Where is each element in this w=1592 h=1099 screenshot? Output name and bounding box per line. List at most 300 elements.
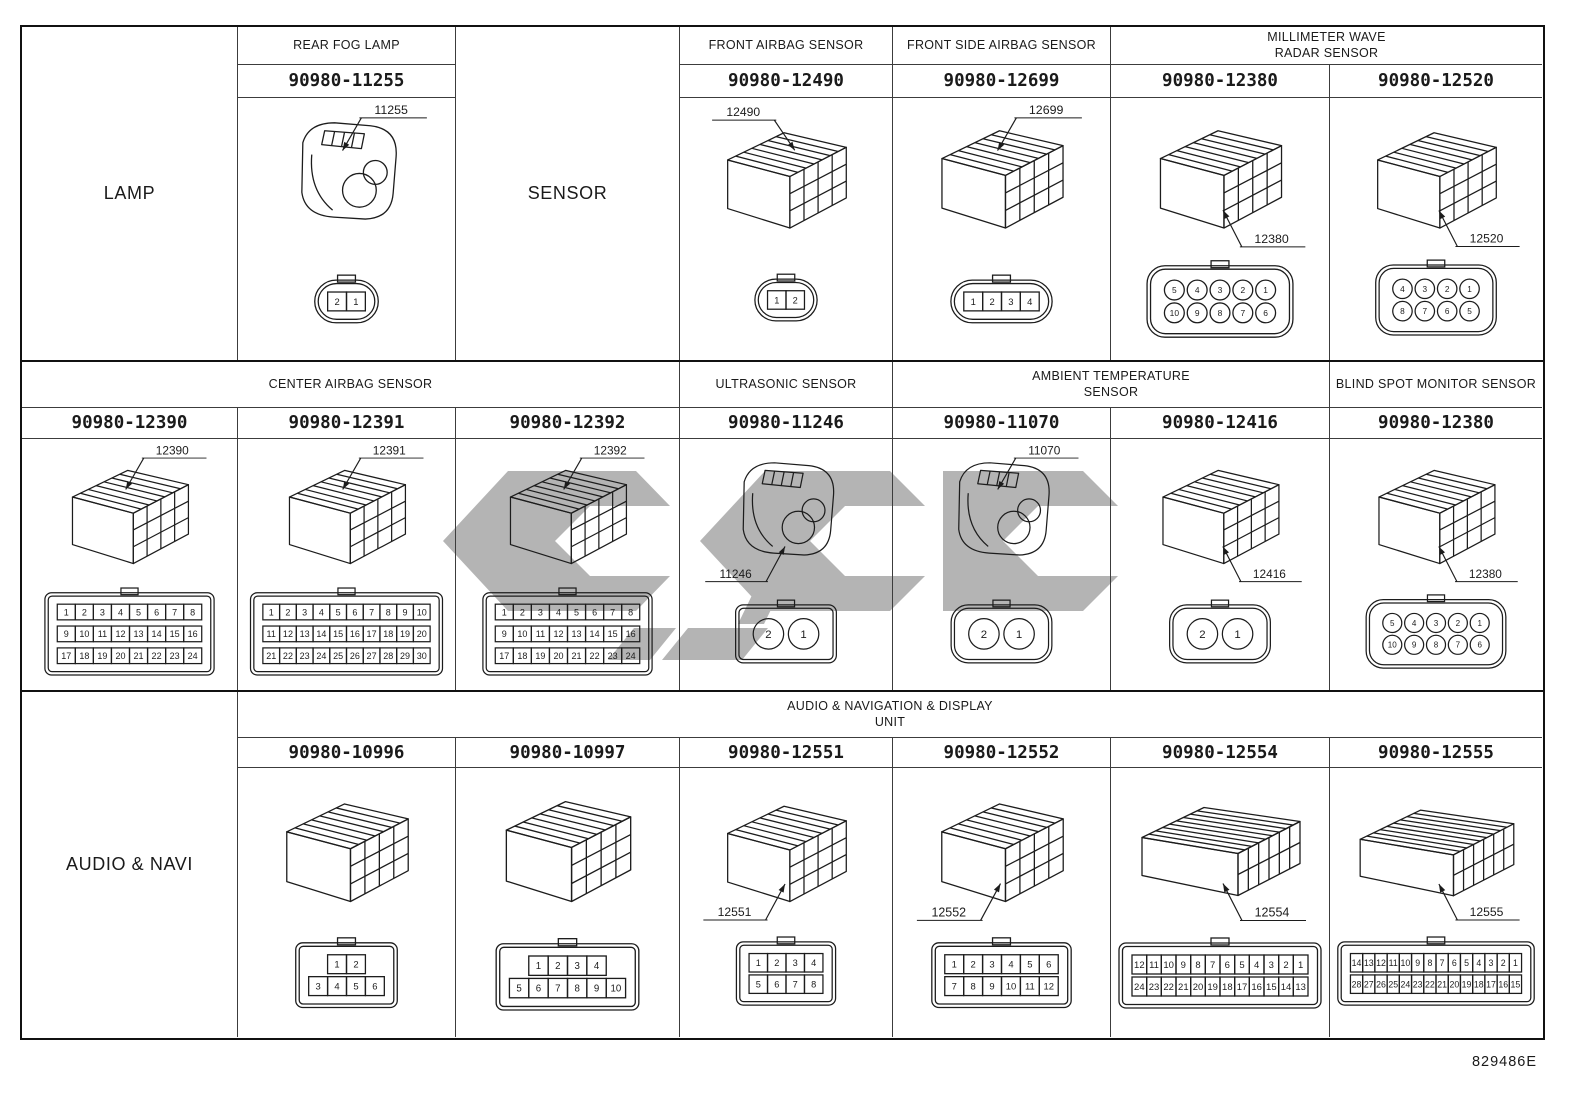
- svg-text:16: 16: [1251, 981, 1262, 993]
- part-90980-12380-mmw: [1110, 64, 1329, 97]
- svg-text:23: 23: [1412, 979, 1423, 990]
- svg-text:27: 27: [1363, 979, 1374, 990]
- svg-text:2: 2: [1500, 957, 1506, 968]
- svg-text:3: 3: [537, 607, 543, 618]
- figure-audio-connector-10996: [237, 767, 455, 1037]
- title-text: BLIND SPOT MONITOR SENSOR: [1335, 376, 1537, 391]
- part-number: 90980-12380: [1378, 413, 1494, 433]
- svg-text:4: 4: [1476, 957, 1482, 968]
- title-front-side-airbag-sensor: [892, 27, 1110, 64]
- svg-text:1: 1: [774, 295, 780, 306]
- svg-text:18: 18: [517, 650, 528, 661]
- svg-text:4: 4: [117, 607, 123, 618]
- part-number: 90980-12490: [728, 71, 844, 91]
- svg-text:5: 5: [136, 607, 142, 618]
- svg-text:1: 1: [951, 959, 957, 971]
- svg-text:29: 29: [400, 650, 411, 661]
- svg-text:1: 1: [1467, 284, 1472, 294]
- svg-text:23: 23: [169, 650, 180, 661]
- svg-text:6: 6: [535, 983, 542, 995]
- category-audio-navi: [22, 692, 237, 1037]
- svg-text:2: 2: [989, 295, 995, 307]
- svg-text:18: 18: [1473, 979, 1484, 990]
- svg-text:7: 7: [1240, 307, 1246, 318]
- part-90980-12699: [892, 64, 1110, 97]
- svg-text:1: 1: [755, 958, 761, 969]
- svg-text:15: 15: [333, 629, 344, 640]
- svg-text:2: 2: [555, 961, 561, 973]
- svg-text:6: 6: [592, 607, 598, 618]
- svg-text:24: 24: [1400, 979, 1411, 990]
- part-number: 90980-12390: [71, 413, 188, 433]
- svg-text:11246: 11246: [719, 566, 752, 581]
- svg-text:3: 3: [302, 607, 308, 618]
- svg-text:6: 6: [1451, 957, 1457, 968]
- svg-text:2: 2: [980, 628, 988, 641]
- title-text: ULTRASONIC SENSOR: [715, 376, 857, 391]
- svg-text:3: 3: [1488, 957, 1494, 968]
- svg-text:8: 8: [1433, 640, 1439, 650]
- svg-text:12390: 12390: [155, 443, 189, 458]
- svg-text:2: 2: [285, 607, 291, 618]
- svg-text:5: 5: [1464, 957, 1470, 968]
- svg-text:6: 6: [1477, 640, 1482, 650]
- svg-text:23: 23: [299, 650, 310, 661]
- svg-text:1: 1: [1477, 618, 1482, 628]
- svg-text:1: 1: [1234, 628, 1241, 641]
- part-90980-12554: [1110, 737, 1329, 767]
- svg-text:12: 12: [1043, 981, 1055, 993]
- svg-text:3: 3: [1422, 284, 1428, 294]
- svg-text:22: 22: [1424, 979, 1435, 990]
- svg-text:10: 10: [517, 629, 528, 640]
- part-90980-11070: [892, 407, 1110, 438]
- svg-text:12416: 12416: [1252, 566, 1286, 581]
- svg-text:19: 19: [400, 629, 411, 640]
- svg-text:18: 18: [79, 650, 90, 661]
- figure-front-airbag-connector: [679, 97, 892, 360]
- title-ultrasonic-sensor: [679, 362, 892, 407]
- svg-text:3: 3: [1217, 285, 1223, 296]
- svg-text:9: 9: [402, 607, 408, 618]
- svg-text:2: 2: [1283, 959, 1289, 971]
- svg-text:8: 8: [970, 981, 976, 993]
- svg-text:22: 22: [1163, 981, 1174, 993]
- part-number: 90980-12392: [509, 413, 626, 433]
- svg-text:13: 13: [299, 629, 310, 640]
- svg-text:7: 7: [1455, 640, 1461, 650]
- svg-text:6: 6: [1224, 959, 1230, 971]
- svg-text:4: 4: [1411, 618, 1417, 628]
- svg-text:11: 11: [97, 629, 108, 640]
- svg-text:1: 1: [800, 628, 807, 641]
- svg-text:11: 11: [1388, 957, 1398, 968]
- svg-text:6: 6: [1263, 307, 1268, 318]
- svg-text:7: 7: [951, 981, 957, 993]
- title-text: FRONT SIDE AIRBAG SENSOR: [907, 37, 1096, 52]
- part-90980-12392: [455, 407, 679, 438]
- svg-text:17: 17: [1486, 979, 1496, 990]
- figure-ultrasonic-connector-11246: [679, 438, 892, 690]
- figure-audio-connector-12555: [1329, 767, 1542, 1037]
- part-number: 90980-11070: [943, 413, 1060, 433]
- svg-text:8: 8: [1195, 959, 1201, 971]
- svg-text:23: 23: [607, 650, 618, 661]
- svg-text:12551: 12551: [717, 905, 752, 920]
- svg-text:5: 5: [755, 979, 761, 990]
- svg-text:4: 4: [334, 981, 340, 993]
- svg-text:3: 3: [574, 961, 580, 973]
- svg-text:9: 9: [593, 983, 600, 995]
- svg-text:16: 16: [1498, 979, 1509, 990]
- svg-text:13: 13: [133, 629, 144, 640]
- svg-text:11: 11: [1149, 959, 1159, 971]
- svg-text:12380: 12380: [1254, 231, 1289, 246]
- svg-text:9: 9: [1194, 307, 1200, 318]
- svg-text:1: 1: [268, 607, 274, 618]
- category-sensor-label: SENSOR: [527, 183, 608, 203]
- svg-text:17: 17: [499, 650, 510, 661]
- svg-text:2: 2: [1199, 628, 1206, 641]
- svg-text:6: 6: [774, 979, 780, 990]
- svg-text:24: 24: [187, 650, 198, 661]
- figure-ambient-temp-connector-11070: [892, 438, 1110, 690]
- svg-text:26: 26: [349, 650, 360, 661]
- part-90980-12490: [679, 64, 892, 97]
- part-90980-12391: [237, 407, 455, 438]
- svg-text:12520: 12520: [1469, 231, 1504, 246]
- figure-mmw-radar-connector-12380: [1110, 97, 1329, 360]
- figure-rear-fog-lamp-connector: [237, 97, 455, 360]
- svg-text:7: 7: [369, 607, 375, 618]
- svg-text:27: 27: [366, 650, 377, 661]
- part-90980-12520: [1329, 64, 1542, 97]
- svg-text:11: 11: [535, 629, 546, 640]
- svg-text:2: 2: [81, 607, 87, 618]
- svg-text:17: 17: [61, 650, 72, 661]
- category-sensor: [455, 27, 679, 360]
- svg-text:16: 16: [349, 629, 360, 640]
- svg-text:9: 9: [989, 981, 995, 993]
- category-lamp: [22, 27, 237, 360]
- svg-text:2: 2: [970, 959, 976, 971]
- title-line2: RADAR SENSOR: [1274, 45, 1379, 60]
- svg-text:8: 8: [190, 607, 196, 618]
- row-group-audio-navi: [22, 690, 1543, 1037]
- part-number: 90980-12552: [943, 742, 1060, 763]
- title-line1: MILLIMETER WAVE: [1267, 29, 1386, 44]
- part-90980-12551: [679, 737, 892, 767]
- svg-text:3: 3: [1268, 959, 1274, 971]
- svg-text:11: 11: [266, 629, 276, 640]
- title-millimeter-wave-radar-sensor: [1110, 27, 1542, 64]
- svg-text:3: 3: [99, 607, 105, 618]
- svg-text:3: 3: [989, 959, 995, 971]
- svg-text:21: 21: [1437, 979, 1448, 990]
- svg-text:1: 1: [1263, 285, 1268, 296]
- svg-text:22: 22: [589, 650, 600, 661]
- svg-text:2: 2: [334, 295, 340, 307]
- svg-text:2: 2: [765, 628, 772, 641]
- svg-text:21: 21: [1178, 981, 1189, 993]
- figure-audio-connector-12551: [679, 767, 892, 1037]
- part-number: 90980-11255: [288, 71, 405, 91]
- svg-text:25: 25: [333, 650, 344, 661]
- category-audio-navi-label: AUDIO & NAVI: [66, 854, 193, 874]
- title-text: FRONT AIRBAG SENSOR: [708, 37, 864, 52]
- svg-text:12380: 12380: [1468, 566, 1502, 581]
- svg-text:7: 7: [172, 607, 178, 618]
- svg-text:8: 8: [811, 979, 817, 990]
- svg-text:4: 4: [1027, 295, 1033, 307]
- svg-text:4: 4: [1254, 959, 1260, 971]
- svg-text:14: 14: [589, 629, 600, 640]
- title-center-airbag-sensor: [22, 362, 679, 407]
- part-90980-12555: [1329, 737, 1542, 767]
- svg-text:12552: 12552: [931, 905, 967, 920]
- figure-blind-spot-connector-12380: [1329, 438, 1542, 690]
- title-line2: SENSOR: [1083, 384, 1139, 399]
- svg-text:5: 5: [516, 983, 522, 995]
- title-line2: UNIT: [874, 714, 906, 729]
- svg-text:2: 2: [1455, 618, 1461, 628]
- part-90980-10996: [237, 737, 455, 767]
- svg-text:1: 1: [63, 607, 69, 618]
- svg-text:8: 8: [1400, 307, 1405, 317]
- category-lamp-label: LAMP: [103, 183, 156, 203]
- svg-text:12: 12: [115, 629, 126, 640]
- part-90980-11246: [679, 407, 892, 438]
- svg-text:13: 13: [1295, 981, 1306, 993]
- svg-text:10: 10: [1005, 981, 1017, 993]
- svg-text:20: 20: [553, 650, 564, 661]
- svg-text:5: 5: [574, 607, 580, 618]
- svg-text:20: 20: [1192, 981, 1204, 993]
- svg-text:6: 6: [372, 981, 378, 993]
- svg-text:14: 14: [316, 629, 327, 640]
- svg-text:14: 14: [1351, 957, 1362, 968]
- svg-text:3: 3: [792, 958, 798, 969]
- part-number: 90980-12554: [1162, 742, 1278, 763]
- svg-text:20: 20: [115, 650, 126, 661]
- svg-text:18: 18: [383, 629, 394, 640]
- svg-text:21: 21: [133, 650, 144, 661]
- svg-text:20: 20: [416, 629, 427, 640]
- svg-text:13: 13: [571, 629, 582, 640]
- part-number: 90980-12555: [1378, 742, 1494, 763]
- svg-text:4: 4: [1400, 284, 1405, 294]
- svg-text:19: 19: [97, 650, 108, 661]
- svg-text:7: 7: [1439, 957, 1445, 968]
- svg-text:23: 23: [1148, 981, 1160, 993]
- svg-text:4: 4: [318, 607, 324, 618]
- svg-text:3: 3: [1008, 295, 1014, 307]
- row-group-sensors-2: [22, 360, 1543, 690]
- svg-text:30: 30: [416, 650, 427, 661]
- part-90980-11255: [237, 64, 455, 97]
- svg-text:19: 19: [535, 650, 546, 661]
- svg-text:5: 5: [1239, 959, 1245, 971]
- svg-text:7: 7: [610, 607, 616, 618]
- svg-text:1: 1: [334, 959, 340, 971]
- svg-text:10: 10: [1387, 640, 1397, 650]
- part-90980-12552: [892, 737, 1110, 767]
- svg-text:15: 15: [169, 629, 180, 640]
- svg-text:3: 3: [1433, 618, 1439, 628]
- svg-text:10: 10: [1163, 959, 1174, 971]
- svg-text:20: 20: [1449, 979, 1460, 990]
- svg-text:12: 12: [553, 629, 564, 640]
- part-90980-12380-blind-spot: [1329, 407, 1542, 438]
- svg-text:4: 4: [555, 607, 561, 618]
- title-front-airbag-sensor: [679, 27, 892, 64]
- part-number: 90980-10996: [288, 742, 405, 763]
- svg-text:14: 14: [1280, 981, 1292, 993]
- svg-text:1: 1: [1512, 957, 1518, 968]
- svg-text:12490: 12490: [726, 105, 761, 120]
- part-number: 90980-10997: [509, 742, 626, 763]
- svg-text:17: 17: [366, 629, 377, 640]
- title-text: CENTER AIRBAG SENSOR: [268, 376, 433, 391]
- part-number: 90980-11246: [728, 413, 844, 433]
- title-blind-spot-monitor-sensor: [1329, 362, 1542, 407]
- svg-text:10: 10: [79, 629, 90, 640]
- svg-text:17: 17: [1236, 981, 1248, 993]
- svg-text:16: 16: [187, 629, 198, 640]
- svg-text:26: 26: [1376, 979, 1386, 990]
- svg-text:8: 8: [385, 607, 391, 618]
- svg-text:6: 6: [154, 607, 160, 618]
- svg-text:7: 7: [1210, 959, 1216, 971]
- svg-text:6: 6: [1046, 959, 1052, 971]
- figure-audio-connector-10997: [455, 767, 679, 1037]
- svg-text:11070: 11070: [1028, 443, 1061, 458]
- svg-text:5: 5: [353, 981, 359, 993]
- svg-text:28: 28: [383, 650, 394, 661]
- svg-text:1: 1: [1015, 628, 1023, 641]
- svg-text:4: 4: [1194, 285, 1200, 296]
- svg-text:28: 28: [1351, 979, 1362, 990]
- svg-text:7: 7: [1422, 307, 1428, 317]
- sheet-code: 829486E: [1471, 1054, 1537, 1070]
- part-number: 90980-12380: [1162, 71, 1278, 91]
- svg-text:19: 19: [1207, 981, 1218, 993]
- figure-audio-connector-12552: [892, 767, 1110, 1037]
- svg-text:9: 9: [1180, 959, 1186, 971]
- figure-center-airbag-connector-12391: [237, 438, 455, 690]
- svg-text:2: 2: [353, 959, 359, 971]
- title-line1: AMBIENT TEMPERATURE: [1032, 368, 1190, 383]
- title-line1: AUDIO & NAVIGATION & DISPLAY: [787, 698, 993, 713]
- part-90980-12390: [22, 407, 237, 438]
- title-text: REAR FOG LAMP: [293, 37, 400, 52]
- svg-text:3: 3: [315, 981, 321, 993]
- svg-text:8: 8: [1217, 307, 1223, 318]
- connector-table: [20, 25, 1545, 1040]
- svg-text:4: 4: [1008, 959, 1014, 971]
- title-audio-navigation-display-unit: [237, 692, 1542, 737]
- svg-text:4: 4: [811, 958, 817, 969]
- svg-text:8: 8: [1427, 957, 1433, 968]
- part-number: 90980-12520: [1378, 71, 1494, 91]
- title-ambient-temperature-sensor: [892, 362, 1329, 407]
- svg-text:12555: 12555: [1469, 905, 1504, 920]
- svg-text:6: 6: [352, 607, 358, 618]
- svg-text:11255: 11255: [374, 102, 408, 117]
- part-number: 90980-12391: [288, 413, 405, 433]
- svg-text:24: 24: [625, 650, 636, 661]
- svg-text:12699: 12699: [1028, 102, 1064, 117]
- svg-text:7: 7: [555, 983, 561, 995]
- part-number: 90980-12416: [1162, 413, 1278, 433]
- svg-text:9: 9: [501, 629, 507, 640]
- svg-text:16: 16: [625, 629, 636, 640]
- svg-text:10: 10: [1400, 957, 1411, 968]
- svg-text:21: 21: [266, 650, 277, 661]
- part-number: 90980-12699: [943, 71, 1060, 91]
- svg-text:2: 2: [1444, 284, 1450, 294]
- svg-text:1: 1: [535, 961, 542, 973]
- svg-text:4: 4: [593, 961, 600, 973]
- svg-text:9: 9: [63, 629, 69, 640]
- part-number: 90980-12551: [728, 742, 844, 763]
- figure-ambient-temp-connector-12416: [1110, 438, 1329, 690]
- row-group-lamp-sensor: [22, 27, 1543, 360]
- svg-text:25: 25: [1388, 979, 1399, 990]
- svg-text:12: 12: [282, 629, 293, 640]
- svg-text:2: 2: [792, 295, 798, 306]
- svg-text:12391: 12391: [372, 443, 406, 458]
- svg-text:18: 18: [1222, 981, 1233, 993]
- svg-text:24: 24: [316, 650, 327, 661]
- svg-text:1: 1: [1298, 959, 1304, 971]
- svg-text:2: 2: [774, 958, 780, 969]
- part-90980-12416: [1110, 407, 1329, 438]
- svg-text:22: 22: [282, 650, 293, 661]
- svg-text:1: 1: [970, 295, 976, 307]
- svg-text:5: 5: [1172, 285, 1177, 296]
- svg-text:5: 5: [1027, 959, 1033, 971]
- figure-mmw-radar-connector-12520: [1329, 97, 1542, 360]
- svg-text:24: 24: [1134, 981, 1145, 993]
- svg-text:5: 5: [1467, 307, 1472, 317]
- svg-text:7: 7: [792, 979, 798, 990]
- svg-text:1: 1: [501, 607, 507, 618]
- svg-text:9: 9: [1415, 957, 1421, 968]
- svg-text:22: 22: [151, 650, 162, 661]
- figure-center-airbag-connector-12390: [22, 438, 237, 690]
- title-rear-fog-lamp: [237, 27, 455, 64]
- svg-text:15: 15: [607, 629, 618, 640]
- svg-text:1: 1: [353, 295, 359, 307]
- svg-text:11: 11: [1024, 981, 1035, 993]
- svg-text:14: 14: [151, 629, 162, 640]
- svg-text:10: 10: [610, 983, 622, 995]
- svg-text:15: 15: [1510, 979, 1521, 990]
- svg-text:12: 12: [1134, 959, 1145, 971]
- svg-text:5: 5: [1390, 618, 1395, 628]
- part-90980-10997: [455, 737, 679, 767]
- svg-text:13: 13: [1363, 957, 1374, 968]
- svg-text:2: 2: [1240, 285, 1246, 296]
- svg-text:8: 8: [574, 983, 580, 995]
- svg-text:10: 10: [1169, 307, 1180, 318]
- svg-text:10: 10: [416, 607, 427, 618]
- svg-text:5: 5: [335, 607, 341, 618]
- svg-text:12: 12: [1376, 957, 1386, 968]
- svg-text:12554: 12554: [1254, 905, 1290, 920]
- svg-text:19: 19: [1461, 979, 1472, 990]
